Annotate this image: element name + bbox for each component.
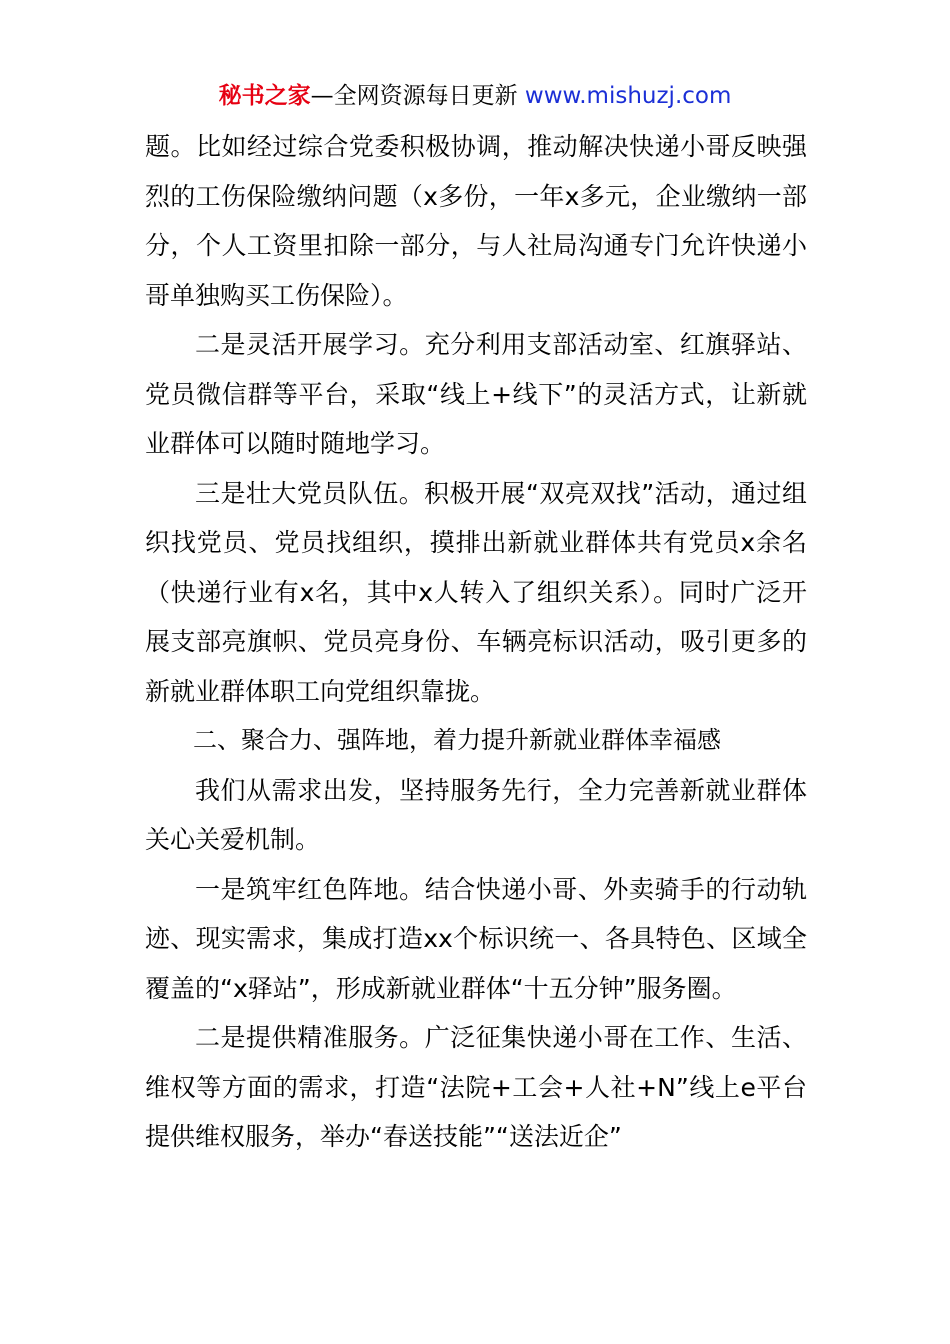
paragraph: 三是壮大党员队伍。积极开展“双亮双找”活动，通过组织找党员、党员找组织，摸排出新就业群体共有党员x余名（快递行业有x名，其中x人转入了组织关系）。同时广泛开展支部亮旗帜、党员亮身份、车辆亮标识活动，吸引更多的新就业群体职工向党组织靠拢。 bbox=[145, 478, 807, 706]
paragraph: 二是灵活开展学习。充分利用支部活动室、红旗驿站、党员微信群等平台，采取“线上+线下”的灵活方式，让新就业群体可以随时随地学习。 bbox=[145, 330, 807, 458]
site-tagline: —全网资源每日更新 bbox=[310, 83, 525, 109]
paragraph: 二是提供精准服务。广泛征集快递小哥在工作、生活、维权等方面的需求，打造“法院+工会+人社+N”线上e平台提供维权服务，举办“春送技能”“送法近企” bbox=[145, 1023, 807, 1151]
site-header bbox=[0, 78, 950, 114]
paragraph: 我们从需求出发，坚持服务先行，全力完善新就业群体关心关爱机制。 bbox=[145, 775, 807, 854]
site-brand: 秘书之家 bbox=[218, 83, 311, 109]
paragraph: 一是筑牢红色阵地。结合快递小哥、外卖骑手的行动轨迹、现实需求，集成打造xx个标识统一、各具特色、区域全覆盖的“x驿站”，形成新就业群体“十五分钟”服务圈。 bbox=[145, 874, 807, 1003]
section-heading: 二、聚合力、强阵地，着力提升新就业群体幸福感 bbox=[193, 726, 721, 754]
document-body bbox=[145, 122, 807, 1162]
site-url: www.mishuzj.com bbox=[524, 83, 732, 109]
paragraph-continuation: 题。比如经过综合党委积极协调，推动解决快递小哥反映强烈的工伤保险缴纳问题（x多份，一年x多元，企业缴纳一部分，个人工资里扣除一部分，与人社局沟通专门允许快递小哥单独购买工伤保险）。 bbox=[145, 132, 807, 310]
